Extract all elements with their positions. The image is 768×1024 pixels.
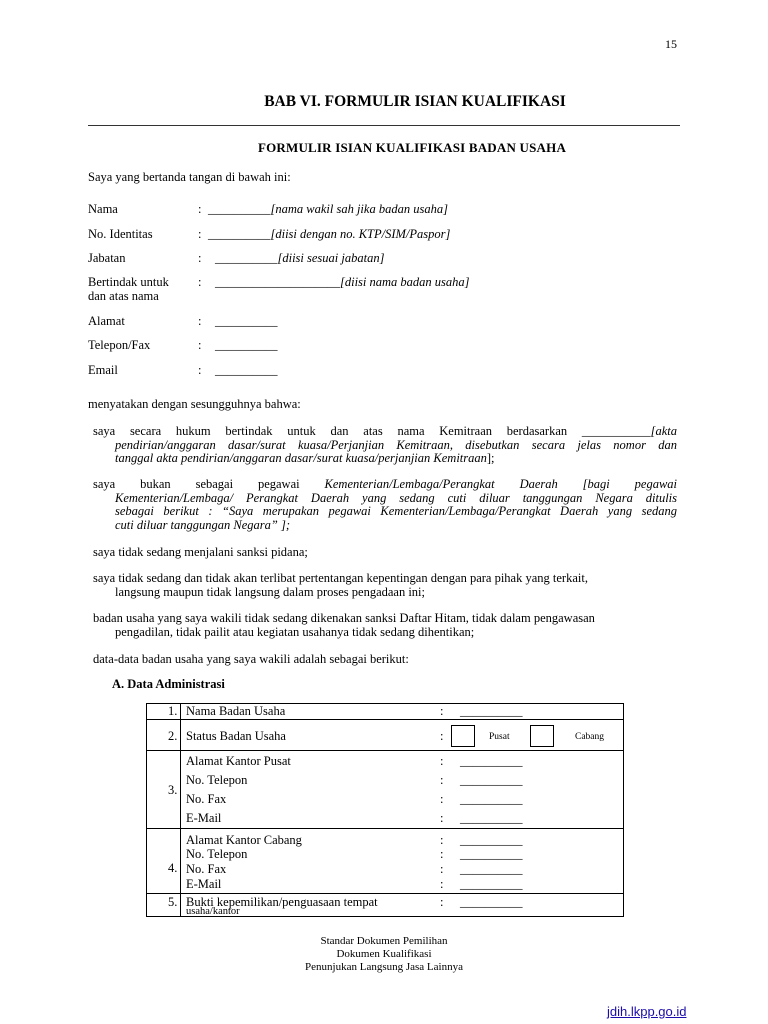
blank-alamat-kantor-pusat: __________ [460,754,523,768]
label-no-telepon: No. Telepon [186,773,248,787]
field-label-bertindak: Bertindak untuk dan atas nama [88,275,169,303]
table-colon: : [440,773,444,787]
row-number: 5. [168,895,178,909]
divider [88,125,680,126]
label-pusat: Pusat [489,732,510,742]
table-colon: : [440,847,444,861]
field-colon: : [198,314,202,328]
field-label-identitas: No. Identitas [88,227,153,241]
table-colon: : [440,792,444,806]
checkbox-cabang[interactable] [530,725,554,747]
field-value-jabatan: __________[diisi sesuai jabatan] [215,251,385,265]
blank-no-fax: __________ [460,862,523,876]
field-label-email: Email [88,363,118,377]
table-colon: : [440,895,444,909]
statement-6: data-data badan usaha yang saya wakili adalah sebagai berikut: [93,652,409,666]
statement-2: saya bukan sebagai pegawai Kementerian/Lembaga/Perangkat Daerah [bagi pegawai Kementerian/Lembaga/ Perangkat Daerah yang sedang cuti diluar tanggungan Negara ditulis sebagai berikut : “Saya merupakan pegawai Kementerian/Lembaga/Perangkat Daerah yang sedang cuti diluar tanggungan Negara” ]; [93,477,678,532]
page-number: 15 [665,37,677,51]
row-divider [146,719,624,720]
field-value-nama: __________[nama wakil sah jika badan usaha] [208,202,448,216]
blank-no-telepon: __________ [460,773,523,787]
label-alamat-kantor-pusat: Alamat Kantor Pusat [186,754,291,768]
jdih-link[interactable]: jdih.lkpp.go.id [607,1004,687,1019]
blank-bukti-kepemilikan: __________ [460,895,523,909]
blank-email: __________ [460,811,523,825]
field-label-nama: Nama [88,202,118,216]
table-colon: : [440,877,444,891]
chapter-title: BAB VI. FORMULIR ISIAN KUALIFIKASI [264,93,566,110]
blank-alamat-kantor-cabang: __________ [460,833,523,847]
field-colon: : [198,202,202,216]
label-email: E-Mail [186,811,222,825]
footer-line-2: Dokumen Kualifikasi [336,948,432,960]
table-colon: : [440,729,444,743]
footer-line-3: Penunjukan Langsung Jasa Lainnya [305,961,463,973]
field-colon: : [198,363,202,377]
row-number: 1. [168,704,178,718]
label-no-fax: No. Fax [186,862,227,876]
declaration-intro: menyatakan dengan sesungguhnya bahwa: [88,397,301,411]
field-label-jabatan: Jabatan [88,251,126,265]
field-value-alamat: __________ [215,314,278,328]
section-title-data-administrasi: A. Data Administrasi [112,677,225,691]
label-status-badan-usaha: Status Badan Usaha [186,729,286,743]
field-value-bertindak: ____________________[diisi nama badan usaha] [215,275,470,289]
label-cabang: Cabang [575,732,605,742]
table-colon: : [440,862,444,876]
field-value-email: __________ [215,363,278,377]
blank-nama-badan-usaha: __________ [460,704,523,718]
table-colon: : [440,833,444,847]
column-divider [180,703,181,917]
label-nama-badan-usaha: Nama Badan Usaha [186,704,286,718]
field-label-telepon: Telepon/Fax [88,338,151,352]
label-alamat-kantor-cabang: Alamat Kantor Cabang [186,833,302,847]
blank-email: __________ [460,877,523,891]
label-no-fax: No. Fax [186,792,227,806]
row-number: 4. [168,861,178,875]
blank-no-fax: __________ [460,792,523,806]
checkbox-pusat[interactable] [451,725,475,747]
field-value-identitas: __________[diisi dengan no. KTP/SIM/Paspor] [208,227,451,241]
label-email: E-Mail [186,877,222,891]
field-colon: : [198,251,202,265]
table-colon: : [440,811,444,825]
blank-no-telepon: __________ [460,847,523,861]
statement-5: badan usaha yang saya wakili tidak sedang dikenakan sanksi Daftar Hitam, tidak dalam pengawasan pengadilan, tidak pailit atau kegiatan usahanya tidak sedang dihentikan; [93,611,595,639]
form-title: FORMULIR ISIAN KUALIFIKASI BADAN USAHA [257,140,567,155]
intro-text: Saya yang bertanda tangan di bawah ini: [88,170,291,184]
statement-1: saya secara hukum bertindak untuk dan atas nama Kemitraan berdasarkan ___________[akta pendirian/anggaran dasar/surat kuasa/Perjanjian Kemitraan, disebutkan secara jelas nomor dan tanggal akta pendirian/anggaran dasar/surat kuasa/perjanjian Kemitraan]; [93,424,677,465]
table-colon: : [440,704,444,718]
field-colon: : [198,227,202,241]
row-number: 2. [168,729,178,743]
row-number: 3. [168,783,178,797]
row-divider [146,828,624,829]
footer-line-1: Standar Dokumen Pemilihan [320,935,448,947]
label-no-telepon: No. Telepon [186,847,248,861]
field-colon: : [198,338,202,352]
row-divider [146,750,624,751]
row-divider [146,893,624,894]
table-colon: : [440,754,444,768]
label-usaha-kantor: usaha/kantor [186,906,240,917]
statement-3: saya tidak sedang menjalani sanksi pidana; [93,545,308,559]
field-value-telepon: __________ [215,338,278,352]
label-bukti-kepemilikan: Bukti kepemilikan/penguasaan tempat [186,895,378,909]
field-label-alamat: Alamat [88,314,125,328]
field-colon: : [198,275,202,289]
statement-4: saya tidak sedang dan tidak akan terlibat pertentangan kepentingan dengan para pihak yang terkait, langsung maupun tidak langsung dalam proses pengadaan ini; [93,571,588,599]
